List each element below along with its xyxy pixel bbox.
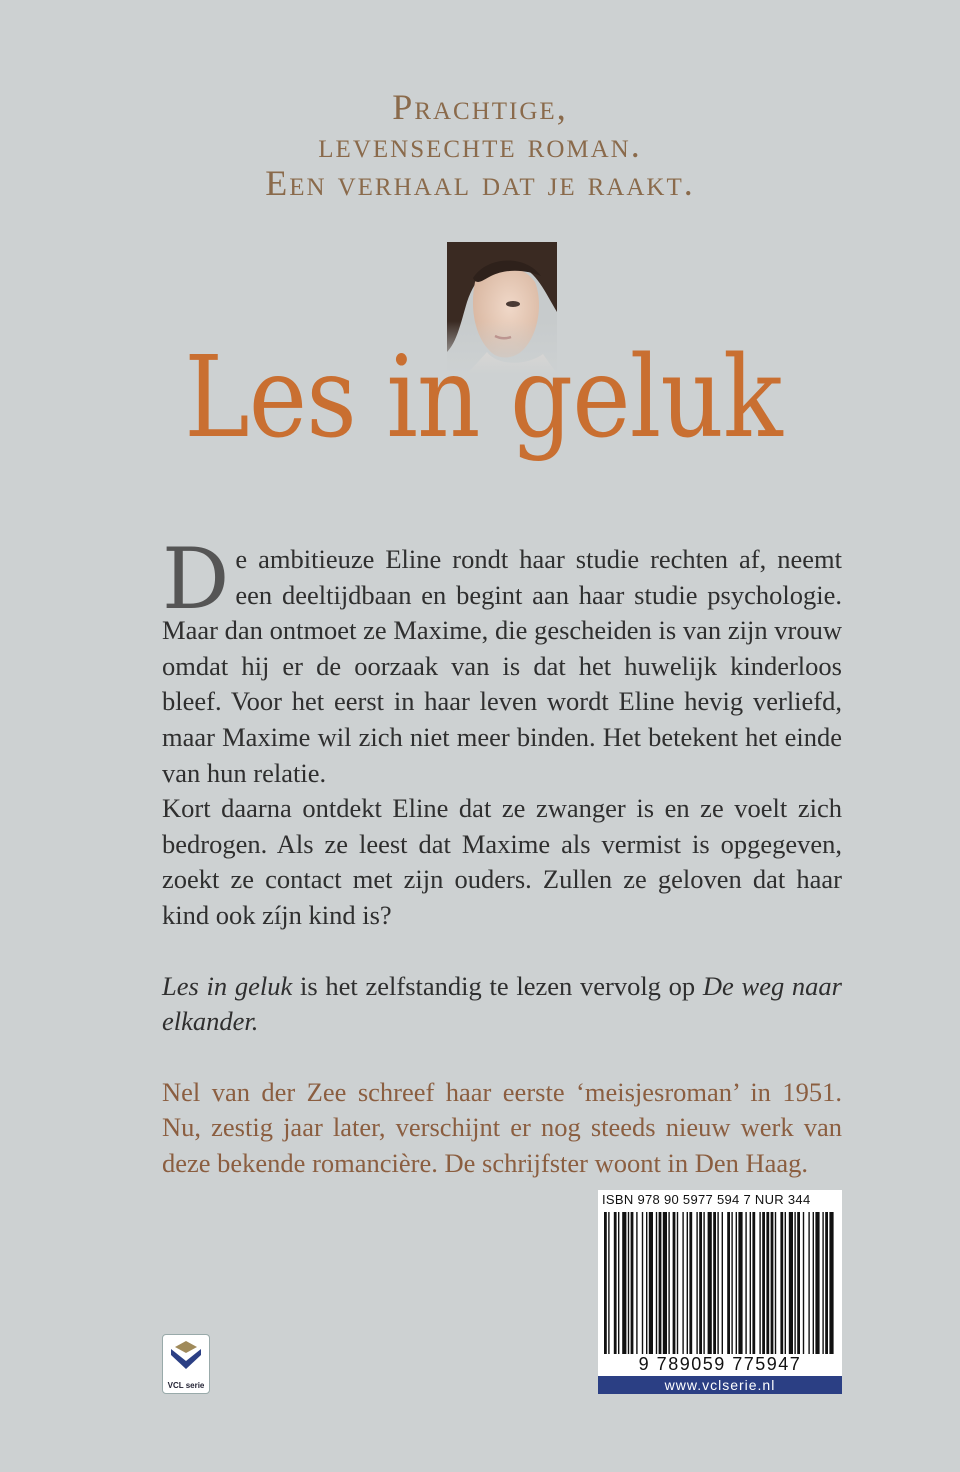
- isbn-line: ISBN 978 90 5977 594 7 NUR 344: [602, 1192, 811, 1207]
- website-url: www.vclserie.nl: [598, 1376, 842, 1394]
- sequel-title: Les in geluk: [162, 970, 293, 1001]
- drop-cap: D: [162, 530, 230, 628]
- blurb-paragraph-1-text: e ambitieuze Eline rondt haar studie rechten af, neemt een deeltijdbaan en begint aan haar studie psychologie. Maar dan ontmoet ze Maxime, die gescheiden is van zijn vrouw omdat hij er de oorzaak van is dat het huwelijk kinderloos bleef. Voor het eerst in haar leven wordt Eline hevig verliefd, maar Maxime wil zich niet meer binden. Het betekent het einde van hun relatie.: [162, 544, 842, 788]
- blurb-paragraph-1: [162, 530, 842, 791]
- vcl-logo: [162, 1334, 210, 1394]
- blurb: [162, 530, 842, 1182]
- barcode-icon: [602, 1212, 838, 1354]
- barcode-number: 9 789059 775947: [638, 1354, 802, 1374]
- sequel-note: [162, 969, 842, 1040]
- tagline-line-1: Prachtige,: [392, 87, 568, 127]
- vcl-emblem-icon: [163, 1335, 209, 1379]
- sequel-middle: is het zelfstandig te lezen vervolg op: [292, 970, 703, 1001]
- sequel-previous-title: De weg naar elkander.: [162, 970, 842, 1037]
- tagline-line-3: Een verhaal dat je raakt.: [265, 163, 695, 203]
- blurb-paragraph-2: Kort daarna ontdekt Eline dat ze zwanger is en ze voelt zich bedrogen. Als ze leest dat Maxime als vermist is opgegeven, zoekt ze contact met zijn ouders. Zullen ze geloven dat haar kind ook zíjn kind is?: [162, 793, 842, 930]
- barcode-box: [598, 1190, 842, 1392]
- book-title: Les in geluk: [184, 333, 782, 463]
- logo-label: VCL serie: [167, 1381, 205, 1390]
- tagline-line-2: levensechte roman.: [318, 125, 642, 165]
- author-note: Nel van der Zee schreef haar eerste ‘meisjesroman’ in 1951. Nu, zestig jaar later, verschijnt er nog steeds nieuw werk van deze bekende romancière. De schrijfster woont in Den Haag.: [162, 1076, 842, 1178]
- tagline: [0, 88, 960, 202]
